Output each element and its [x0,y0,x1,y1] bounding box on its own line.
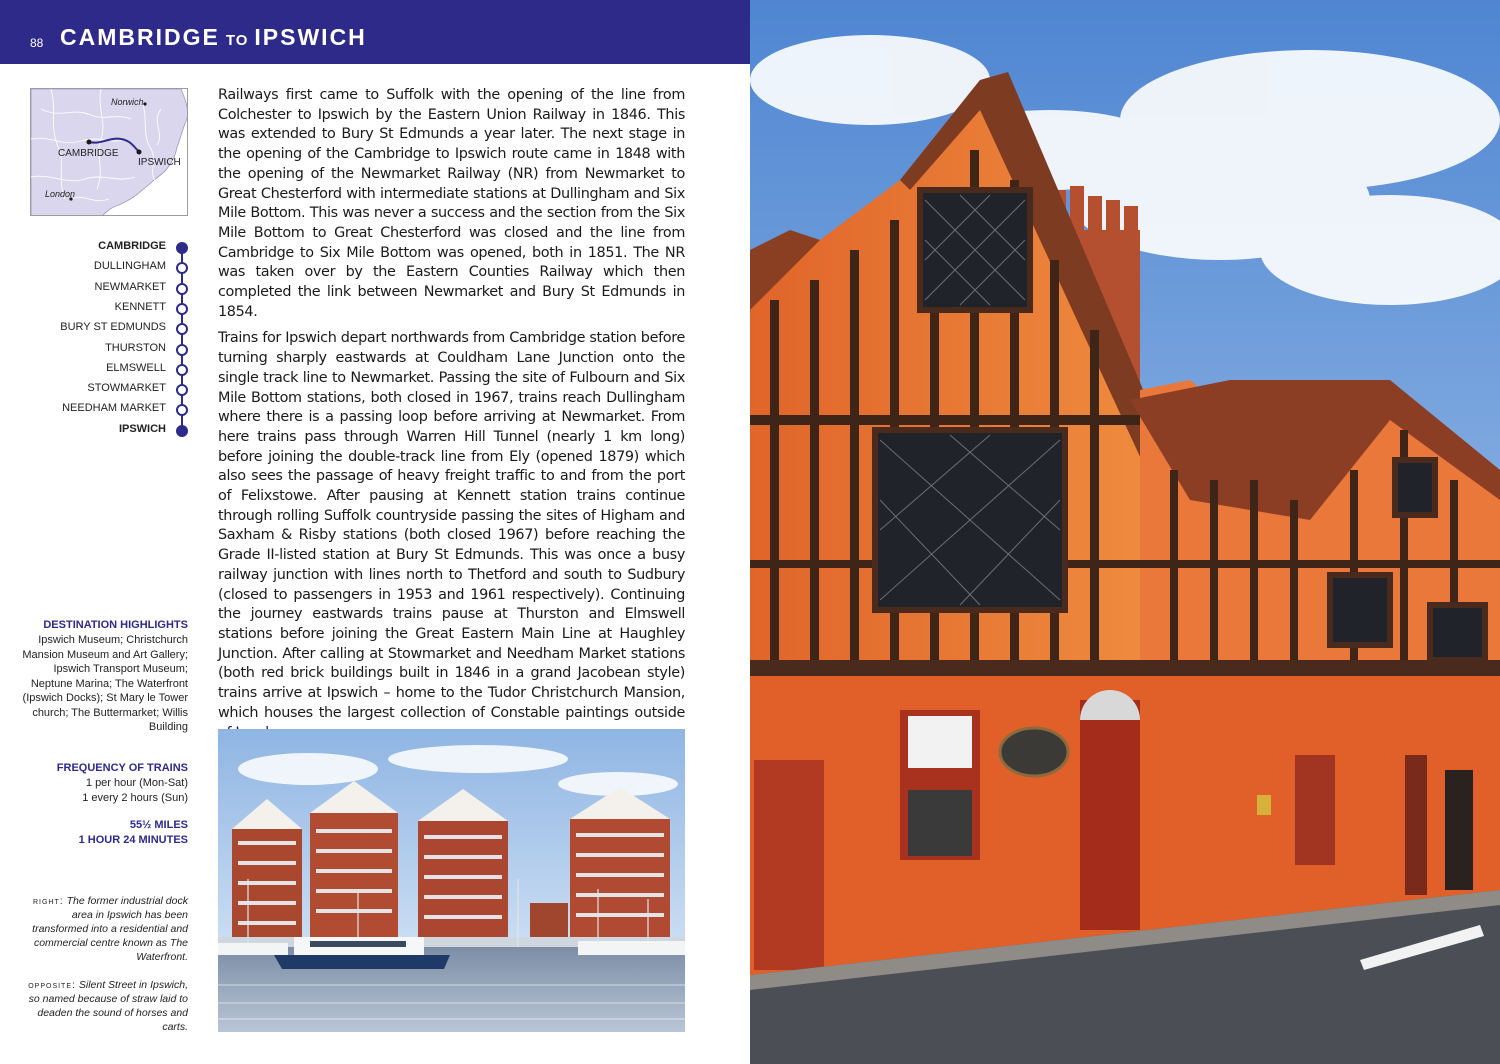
locator-map [30,88,188,216]
map-label-ipswich: IPSWICH [138,157,181,168]
destination-highlights [20,618,188,735]
terminus-dot-icon [176,425,188,437]
article-body [218,86,685,750]
frequency-sunday: 1 every 2 hours (Sun) [82,791,188,804]
station-name: KENNETT [114,300,166,313]
caption-right-label: right: [32,895,64,907]
station-dot-icon [176,323,188,335]
station-dot-icon [176,303,188,315]
station-dot-icon [176,344,188,356]
route-station [30,400,192,420]
station-name: ELMSWELL [106,361,166,374]
frequency-weekday: 1 per hour (Mon-Sat) [85,777,188,789]
station-dot-icon [176,262,188,274]
chapter-header [0,0,750,64]
route-station [30,299,192,319]
caption-right-text: The former industrial dock area in Ipswich has been transformed into a residential and commercial centre known as The Waterfront. [32,895,188,963]
chapter-title [60,24,367,51]
distance: 55½ MILES [129,819,188,831]
station-name: NEWMARKET [94,280,166,293]
station-dot-icon [176,364,188,376]
title-to: IPSWICH [254,24,367,50]
train-frequency [20,761,188,805]
caption-opposite [20,978,188,1034]
map-label-london: London [45,189,76,199]
title-joiner: TO [225,32,249,49]
body-paragraph-2: Trains for Ipswich depart northwards from Cambridge station before turning sharply eastwards at Couldham Lane Junction onto the single track line to Newmarket. Passing the site of Fulbourn and Six Mile Bottom stations, both closed in 1967, trains reach Dullingham where there is a passing loop before arriving at Newmarket. From here trains pass through Warren Hill Tunnel (nearly 1 km long) before joining the double-track line from Ely (opened 1879) which also sees the passage of heavy freight traffic to and from the port of Felixstowe. After pausing at Kennett station trains continue through rolling Suffolk countryside passing the sites of Higham and Saxham & Risby stations (both closed 1967) before reaching the Grade II-listed station at Bury St Edmunds. This was once a busy railway junction with lines north to Thetford and south to Sudbury (closed to passengers in 1953 and 1961 respectively). Continuing the journey eastwards trains pause at Thurston and Elmswell stations before joining the Great Eastern Main Line at Haughley Junction. After calling at Stowmarket and Needham Market stations (both red brick buildings built in 1846 in a grand Jacobean style) trains arrive at Ipswich – home to the Tudor Christchurch Mansion, which houses the largest collection of Constable paintings outside [218,330,685,721]
title-from: CAMBRIDGE [60,24,220,50]
caption-opposite-text: Silent Street in Ipswich, so named because of straw laid to deaden the sound of horses and carts. [28,979,188,1033]
caption-opposite-label: opposite: [28,979,76,991]
station-name: STOWMARKET [87,382,166,395]
station-name: NEEDHAM MARKET [62,402,166,415]
waterfront-photo [218,729,685,1032]
frequency-heading: FREQUENCY OF TRAINS [56,762,188,774]
terminus-dot-icon [176,242,188,254]
journey-stats [20,818,188,848]
route-station [30,279,192,299]
body-paragraph-1: Railways first came to Suffolk with the opening of the line from Colchester to Ipswich by the Eastern Union Railway in 1846. This was extended to Bury St Edmunds a year later. The next stage in the opening of the Cambridge to Ipswich route came in 1848 with the opening of the Newmarket Railway (NR) from Newmarket to Great Chesterford with intermediate stations at Dullingham and Six Mile Bottom. This was never a success and the section from the Six Mile Bottom to Great Chesterford was closed and the line from Cambridge to Six Mile Bottom was opened, both in 1851. The NR was taken over by the Eastern Counties Railway which then completed the link between Newmarket and Bury St Edmunds in 1854. [218,87,685,320]
highlights-text: Ipswich Museum; Christchurch Mansion Museum and Art Gallery; Ipswich Transport Museum; Neptune Marina; The Waterfront (Ipswich Docks); St Mary le Tower church; The Buttermarket; Willis Building [22,634,188,733]
highlights-heading: DESTINATION HIGHLIGHTS [43,619,188,631]
map-label-norwich: Norwich [111,97,144,107]
station-name: IPSWICH [118,422,166,435]
waterfront-illustration [218,729,685,1032]
caption-right [20,894,188,964]
route-station-list [30,238,192,438]
route-station [30,340,192,360]
route-station [30,360,192,380]
silent-street-photo [750,0,1500,1064]
route-station [30,238,192,258]
duration: 1 HOUR 24 MINUTES [78,834,188,846]
route-station [30,319,192,339]
tudor-house-illustration [750,0,1500,1064]
station-name: BURY ST EDMUNDS [60,321,166,334]
station-name: CAMBRIDGE [98,240,166,252]
station-name: THURSTON [105,341,166,354]
station-dot-icon [176,283,188,295]
route-station [30,380,192,400]
route-station [30,421,192,441]
station-dot-icon [176,384,188,396]
station-name: DULLINGHAM [93,260,166,273]
map-label-cambridge: CAMBRIDGE [58,148,119,159]
route-station [30,258,192,278]
station-dot-icon [176,404,188,416]
page-number: 88 [30,36,44,50]
